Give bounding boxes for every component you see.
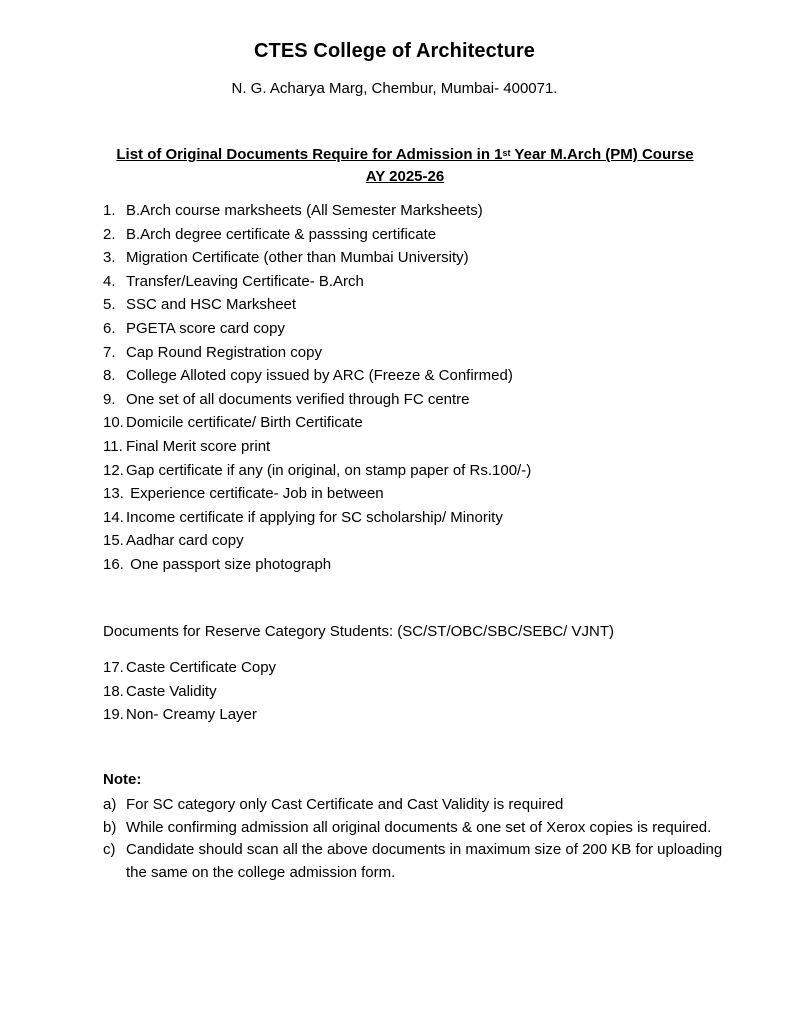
list-item <box>103 223 531 247</box>
list-item <box>103 293 531 317</box>
list-item <box>103 199 531 223</box>
item-text: Caste Certificate Copy <box>126 659 277 676</box>
item-number: 16. <box>103 555 124 573</box>
list-item <box>103 703 276 727</box>
list-item <box>103 270 531 294</box>
item-number: 6. <box>103 319 116 337</box>
item-number: 2. <box>103 225 116 243</box>
item-text: Cap Round Registration copy <box>126 343 322 361</box>
item-text: B.Arch degree certificate & passsing certificate <box>126 225 437 243</box>
required-documents-list <box>103 199 531 577</box>
item-text: PGETA score card copy <box>126 319 285 337</box>
note-item <box>103 839 723 884</box>
item-text: One set of all documents verified through FC centre <box>126 390 470 408</box>
reserve-category-heading: Documents for Reserve Category Students: (SC/ST/OBC/SBC/SEBC/ VJNT) <box>103 623 614 640</box>
note-label: c) <box>103 841 116 859</box>
list-item <box>103 529 531 553</box>
note-label: a) <box>103 796 117 813</box>
document-list-heading <box>100 144 710 188</box>
item-text: Gap certificate if any (in original, on stamp paper of Rs.100/-) <box>126 461 532 479</box>
note-item <box>103 794 723 817</box>
item-number: 3. <box>103 249 116 267</box>
list-item <box>103 246 531 270</box>
list-item <box>103 506 531 530</box>
list-item <box>103 482 531 506</box>
item-number: 1. <box>103 202 116 219</box>
item-text: Caste Validity <box>126 682 217 700</box>
list-item <box>103 341 531 365</box>
heading-line-1-text: List of Original Documents Require for Admission in 1 <box>116 146 503 163</box>
list-item <box>103 411 531 435</box>
reserve-documents-list <box>103 656 276 727</box>
list-item <box>103 388 531 412</box>
item-text: Transfer/Leaving Certificate- B.Arch <box>126 272 364 290</box>
list-item <box>103 553 531 577</box>
item-number: 5. <box>103 296 116 314</box>
list-item <box>103 459 531 483</box>
notes-list <box>103 794 723 884</box>
item-number: 10. <box>103 414 124 432</box>
item-text: College Alloted copy issued by ARC (Freeze & Confirmed) <box>126 367 513 385</box>
item-text: Final Merit score print <box>126 437 271 455</box>
item-text: SSC and HSC Marksheet <box>126 296 297 314</box>
item-number: 12. <box>103 461 124 479</box>
note-text: Candidate should scan all the above documents in maximum size of 200 KB for uploading the same on the college admission form. <box>126 841 723 881</box>
college-address: N. G. Acharya Marg, Chembur, Mumbai- 400071. <box>231 80 558 97</box>
item-text: Non- Creamy Layer <box>126 706 257 724</box>
item-text: Migration Certificate (other than Mumbai University) <box>126 249 469 267</box>
note-text: For SC category only Cast Certificate and Cast Validity is required <box>126 796 564 813</box>
item-text: One passport size photograph <box>126 555 332 573</box>
item-number: 13. <box>103 485 124 503</box>
note-text: While confirming admission all original documents & one set of Xerox copies is required. <box>126 818 712 836</box>
item-number: 19. <box>103 706 124 724</box>
list-item <box>103 435 531 459</box>
item-number: 8. <box>103 367 116 385</box>
item-text: Experience certificate- Job in between <box>126 485 384 503</box>
list-item <box>103 656 276 680</box>
list-item <box>103 317 531 341</box>
item-number: 9. <box>103 390 116 408</box>
item-text: B.Arch course marksheets (All Semester Marksheets) <box>126 202 483 219</box>
item-number: 17. <box>103 659 124 676</box>
item-text: Income certificate if applying for SC scholarship/ Minority <box>126 508 503 526</box>
item-text: Aadhar card copy <box>126 532 244 550</box>
item-text: Domicile certificate/ Birth Certificate <box>126 414 363 432</box>
item-number: 14. <box>103 508 124 526</box>
note-title: Note: <box>103 771 142 788</box>
heading-line-1-suffix: Year M.Arch (PM) Course <box>510 146 694 163</box>
note-label: b) <box>103 818 117 836</box>
heading-academic-year: AY 2025-26 <box>365 168 445 185</box>
note-item <box>103 817 723 840</box>
heading-superscript: st <box>502 148 511 158</box>
item-number: 7. <box>103 343 116 361</box>
college-title: CTES College of Architecture <box>254 40 535 62</box>
item-number: 11. <box>103 437 123 455</box>
heading-line-1 <box>116 146 693 163</box>
list-item <box>103 364 531 388</box>
item-number: 4. <box>103 272 116 290</box>
item-number: 18. <box>103 682 124 700</box>
item-number: 15. <box>103 532 124 550</box>
list-item <box>103 680 276 704</box>
